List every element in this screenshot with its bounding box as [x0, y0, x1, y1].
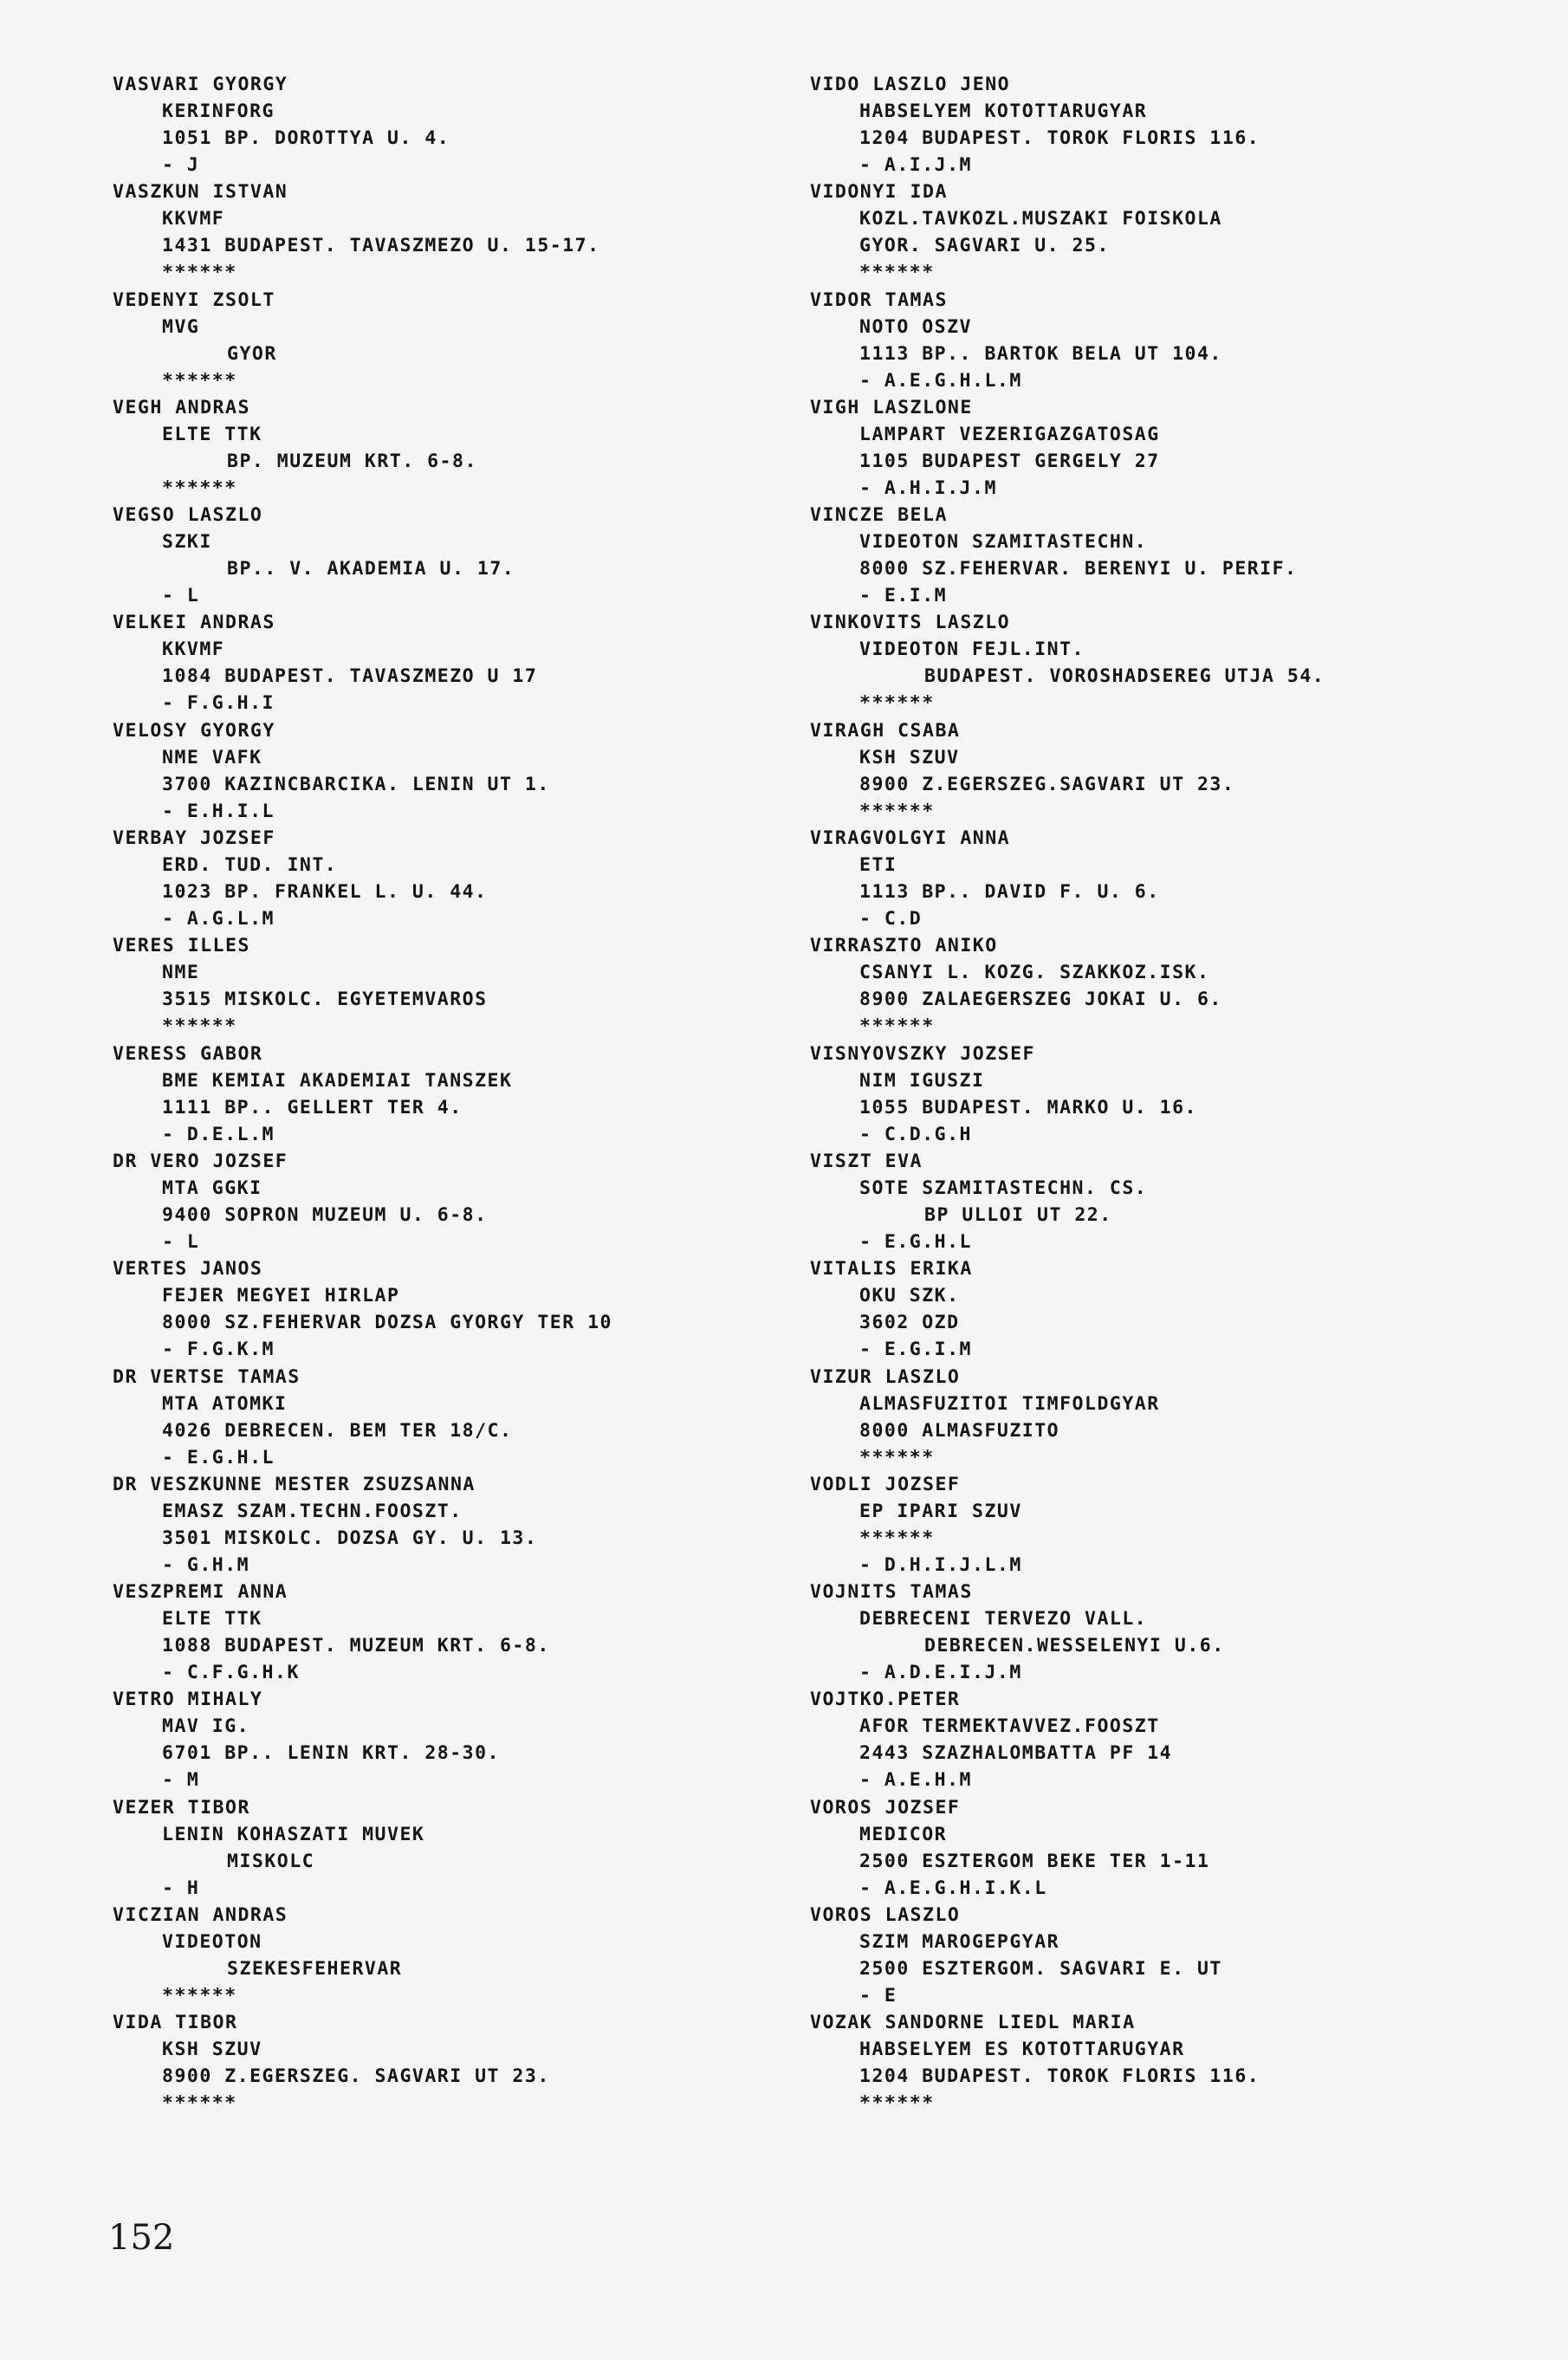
entry-detail-line: 8000 SZ.FEHERVAR DOZSA GYORGY TER 10 — [162, 1312, 612, 1334]
entry-detail-line: OKU SZK. — [859, 1285, 960, 1307]
directory-entry — [810, 609, 1325, 716]
entry-detail-line: 1204 BUDAPEST. TOROK FLORIS 116. — [859, 127, 1260, 149]
directory-entry — [113, 1794, 612, 1902]
entry-detail-line: BP. MUZEUM KRT. 6-8. — [227, 450, 477, 472]
entry-detail-line: ALMASFUZITOI TIMFOLDGYAR — [859, 1392, 1160, 1415]
entry-detail-line: NME — [162, 962, 200, 984]
directory-entry — [810, 1579, 1325, 1686]
entry-name: VIZUR LASZLO — [810, 1365, 961, 1388]
entry-detail-line: - A.H.I.J.M — [859, 477, 997, 499]
entry-detail-line: 1113 BP.. BARTOK BELA UT 104. — [859, 342, 1222, 365]
entry-detail-line: ****** — [162, 369, 237, 392]
directory-entry — [810, 394, 1325, 502]
entry-detail-line: ERD. TUD. INT. — [162, 854, 338, 877]
entry-detail-line: ****** — [859, 2092, 935, 2115]
entry-name: VIDO LASZLO JENO — [810, 74, 1011, 95]
entry-detail-line: SZKI — [162, 531, 212, 554]
directory-entry — [113, 1579, 612, 1686]
entry-name: VIDA TIBOR — [113, 2012, 238, 2034]
entry-detail-line: NOTO OSZV — [859, 315, 972, 338]
entry-detail-line: HABSELYEM KOTOTTARUGYAR — [859, 100, 1148, 122]
entry-detail-line: 8000 ALMASFUZITO — [859, 1419, 1060, 1442]
directory-entry — [810, 1686, 1325, 1793]
entry-detail-line: CSANYI L. KOZG. SZAKKOZ.ISK. — [859, 962, 1210, 984]
entry-detail-line: - C.D — [859, 908, 923, 930]
entry-detail-line: KKVMF — [162, 639, 225, 661]
entry-detail-line: ETI — [859, 854, 897, 877]
entry-detail-line: - A.G.L.M — [162, 908, 275, 930]
entry-name: VOROS JOZSEF — [810, 1796, 961, 1819]
entry-detail-line: 9400 SOPRON MUZEUM U. 6-8. — [162, 1203, 488, 1226]
entry-detail-line: BP ULLOI UT 22. — [924, 1203, 1112, 1226]
entry-detail-line: - E.I.M — [859, 585, 948, 607]
entry-detail-line: LENIN KOHASZATI MUVEK — [162, 1823, 425, 1845]
entry-detail-line: 8900 Z.EGERSZEG.SAGVARI UT 23. — [859, 773, 1235, 795]
entry-detail-line: MAV IG. — [162, 1715, 250, 1738]
entry-detail-line: - C.F.G.H.K — [162, 1662, 300, 1684]
entry-detail-line: - M — [162, 1769, 200, 1792]
directory-entry — [810, 1902, 1325, 2009]
entry-detail-line: - H — [162, 1877, 200, 1899]
directory-entry — [810, 287, 1325, 394]
entry-detail-line: 8900 ZALAEGERSZEG JOKAI U. 6. — [859, 989, 1222, 1011]
entry-detail-line: 6701 BP.. LENIN KRT. 28-30. — [162, 1742, 500, 1765]
entry-detail-line: VIDEOTON FEJL.INT. — [859, 639, 1085, 661]
entry-name: VEZER TIBOR — [113, 1796, 250, 1819]
entry-detail-line: ****** — [859, 262, 935, 284]
entry-detail-line: - G.H.M — [162, 1553, 250, 1576]
entry-detail-line: - E.G.I.M — [859, 1339, 972, 1361]
entry-detail-line: 3501 MISKOLC. DOZSA GY. U. 13. — [162, 1527, 538, 1549]
entry-name: VEDENYI ZSOLT — [113, 289, 275, 311]
entry-name: VIDOR TAMAS — [810, 289, 948, 311]
entry-detail-line: 3700 KAZINCBARCIKA. LENIN UT 1. — [162, 773, 550, 795]
entry-name: VOJNITS TAMAS — [810, 1581, 973, 1604]
directory-entry — [113, 1686, 612, 1793]
directory-entry — [113, 287, 612, 394]
entry-detail-line: 1113 BP.. DAVID F. U. 6. — [859, 881, 1160, 904]
entry-detail-line: ELTE TTK — [162, 1608, 262, 1631]
entry-name: VETRO MIHALY — [113, 1689, 263, 1711]
entry-detail-line: ****** — [162, 262, 237, 284]
page-number: 152 — [108, 2218, 175, 2258]
directory-entry — [810, 71, 1325, 178]
entry-detail-line: SZEKESFEHERVAR — [227, 1958, 403, 1981]
entry-detail-line: 1105 BUDAPEST GERGELY 27 — [859, 450, 1160, 472]
entry-detail-line: 1051 BP. DOROTTYA U. 4. — [162, 127, 450, 149]
entry-detail-line: - D.H.I.J.L.M — [859, 1553, 1022, 1576]
entry-name: VASZKUN ISTVAN — [113, 181, 288, 204]
entry-detail-line: VIDEOTON SZAMITASTECHN. — [859, 531, 1148, 554]
entry-name: VESZPREMI ANNA — [113, 1581, 288, 1604]
entry-detail-line: BME KEMIAI AKADEMIAI TANSZEK — [162, 1069, 513, 1092]
entry-detail-line: 1088 BUDAPEST. MUZEUM KRT. 6-8. — [162, 1635, 550, 1657]
entry-detail-line: - L — [162, 1230, 200, 1253]
entry-detail-line: 4026 DEBRECEN. BEM TER 18/C. — [162, 1419, 513, 1442]
entry-detail-line: NIM IGUSZI — [859, 1069, 985, 1092]
entry-detail-line: 1055 BUDAPEST. MARKO U. 16. — [859, 1096, 1197, 1118]
entry-detail-line: - C.D.G.H — [859, 1123, 972, 1145]
entry-detail-line: ****** — [859, 692, 935, 715]
directory-entry — [810, 1364, 1325, 1471]
entry-name: DR VERO JOZSEF — [113, 1150, 288, 1172]
entry-detail-line: ****** — [162, 1015, 237, 1038]
directory-entry — [113, 1041, 612, 1148]
entry-detail-line: MEDICOR — [859, 1823, 948, 1845]
entry-detail-line: - F.G.H.I — [162, 692, 275, 715]
entry-detail-line: KOZL.TAVKOZL.MUSZAKI FOISKOLA — [859, 208, 1222, 230]
entry-detail-line: - A.E.G.H.I.K.L — [859, 1877, 1047, 1899]
entry-name: VEGH ANDRAS — [113, 396, 250, 418]
entry-detail-line: - A.E.H.M — [859, 1769, 972, 1792]
entry-detail-line: - E.G.H.L — [859, 1230, 972, 1253]
entry-name: VERES ILLES — [113, 935, 250, 957]
entry-name: DR VESZKUNNE MESTER ZSUZSANNA — [113, 1473, 476, 1495]
directory-entry — [113, 2009, 612, 2117]
right-column — [810, 71, 1325, 2117]
entry-name: VOZAK SANDORNE LIEDL MARIA — [810, 2012, 1136, 2034]
entry-detail-line: MISKOLC — [227, 1850, 315, 1872]
entry-detail-line: KSH SZUV — [162, 2039, 262, 2061]
entry-detail-line: ****** — [859, 1446, 935, 1469]
entry-detail-line: SOTE SZAMITASTECHN. CS. — [859, 1177, 1148, 1199]
entry-detail-line: 8000 SZ.FEHERVAR. BERENYI U. PERIF. — [859, 558, 1298, 580]
entry-detail-line: 1111 BP.. GELLERT TER 4. — [162, 1096, 463, 1118]
directory-entry — [113, 1255, 612, 1363]
directory-entry — [810, 2009, 1325, 2117]
entry-detail-line: - E — [859, 1985, 897, 2007]
directory-entry — [113, 1148, 612, 1255]
entry-name: VODLI JOZSEF — [810, 1473, 961, 1495]
directory-entry — [810, 1471, 1325, 1579]
entry-detail-line: LAMPART VEZERIGAZGATOSAG — [859, 423, 1160, 445]
entry-detail-line: SZIM MAROGEPGYAR — [859, 1931, 1060, 1954]
entry-detail-line: 1431 BUDAPEST. TAVASZMEZO U. 15-17. — [162, 235, 600, 257]
entry-detail-line: - E.G.H.L — [162, 1446, 275, 1469]
directory-entry — [810, 502, 1325, 609]
entry-detail-line: EP IPARI SZUV — [859, 1500, 1022, 1522]
entry-name: VINKOVITS LASZLO — [810, 612, 1011, 634]
directory-entry — [113, 502, 612, 609]
directory-entry — [810, 1794, 1325, 1902]
directory-entry — [113, 178, 612, 286]
entry-detail-line: MTA ATOMKI — [162, 1392, 288, 1415]
directory-entry — [113, 71, 612, 178]
entry-detail-line: VIDEOTON — [162, 1931, 262, 1954]
directory-entry — [113, 1902, 612, 2009]
entry-detail-line: 2500 ESZTERGOM. SAGVARI E. UT — [859, 1958, 1222, 1981]
entry-detail-line: ****** — [162, 1985, 237, 2007]
entry-name: VIRRASZTO ANIKO — [810, 935, 998, 957]
directory-entry — [113, 609, 612, 716]
entry-detail-line: BP.. V. AKADEMIA U. 17. — [227, 558, 515, 580]
entry-detail-line: NME VAFK — [162, 746, 262, 768]
entry-detail-line: 3602 OZD — [859, 1312, 960, 1334]
entry-name: VERBAY JOZSEF — [113, 827, 275, 850]
directory-entry — [810, 932, 1325, 1040]
entry-detail-line: KSH SZUV — [859, 746, 960, 768]
entry-name: VIRAGH CSABA — [810, 719, 961, 742]
directory-entry — [810, 717, 1325, 825]
entry-detail-line: - L — [162, 585, 200, 607]
entry-name: VERTES JANOS — [113, 1258, 263, 1280]
directory-entry — [113, 717, 612, 825]
entry-detail-line: 1084 BUDAPEST. TAVASZMEZO U 17 — [162, 665, 538, 688]
entry-detail-line: AFOR TERMEKTAVVEZ.FOOSZT — [859, 1715, 1160, 1738]
entry-detail-line: MVG — [162, 315, 200, 338]
directory-entry — [810, 1148, 1325, 1255]
entry-name: VEGSO LASZLO — [113, 504, 263, 527]
entry-name: VASVARI GYORGY — [113, 74, 288, 95]
entry-name: VOROS LASZLO — [810, 1904, 961, 1927]
entry-detail-line: EMASZ SZAM.TECHN.FOOSZT. — [162, 1500, 463, 1522]
directory-entry — [810, 825, 1325, 932]
entry-detail-line: KKVMF — [162, 208, 225, 230]
entry-detail-line: ****** — [162, 477, 237, 499]
entry-name: VIDONYI IDA — [810, 181, 948, 204]
entry-name: VITALIS ERIKA — [810, 1258, 973, 1280]
directory-entry — [113, 825, 612, 932]
entry-detail-line: MTA GGKI — [162, 1177, 262, 1199]
entry-detail-line: BUDAPEST. VOROSHADSEREG UTJA 54. — [924, 665, 1325, 688]
entry-detail-line: ELTE TTK — [162, 423, 262, 445]
entry-detail-line: 3515 MISKOLC. EGYETEMVAROS — [162, 989, 488, 1011]
entry-detail-line: - J — [162, 154, 200, 176]
entry-detail-line: DEBRECEN.WESSELENYI U.6. — [924, 1635, 1225, 1657]
entry-detail-line: - F.G.K.M — [162, 1339, 275, 1361]
directory-entry — [810, 178, 1325, 286]
entry-detail-line: FEJER MEGYEI HIRLAP — [162, 1285, 400, 1307]
entry-name: VISZT EVA — [810, 1150, 923, 1172]
entry-detail-line: ****** — [162, 2092, 237, 2115]
entry-detail-line: 1204 BUDAPEST. TOROK FLORIS 116. — [859, 2065, 1260, 2088]
entry-detail-line: ****** — [859, 1527, 935, 1549]
directory-entry — [810, 1041, 1325, 1148]
entry-detail-line: DEBRECENI TERVEZO VALL. — [859, 1608, 1148, 1631]
left-column — [113, 71, 612, 2117]
directory-entry — [113, 1471, 612, 1579]
directory-entry — [113, 1364, 612, 1471]
entry-name: VISNYOVSZKY JOZSEF — [810, 1042, 1035, 1065]
entry-detail-line: - A.D.E.I.J.M — [859, 1662, 1022, 1684]
directory-entry — [113, 394, 612, 502]
entry-name: VERESS GABOR — [113, 1042, 263, 1065]
entry-detail-line: - A.E.G.H.L.M — [859, 369, 1022, 392]
entry-name: VELOSY GYORGY — [113, 719, 275, 742]
entry-name: DR VERTSE TAMAS — [113, 1365, 301, 1388]
entry-detail-line: HABSELYEM ES KOTOTTARUGYAR — [859, 2039, 1185, 2061]
entry-detail-line: - A.I.J.M — [859, 154, 972, 176]
entry-detail-line: GYOR. SAGVARI U. 25. — [859, 235, 1110, 257]
entry-detail-line: - E.H.I.L — [162, 800, 275, 822]
entry-name: VOJTKO.PETER — [810, 1689, 961, 1711]
entry-name: VIRAGVOLGYI ANNA — [810, 827, 1011, 850]
entry-detail-line: ****** — [859, 800, 935, 822]
entry-detail-line: 8900 Z.EGERSZEG. SAGVARI UT 23. — [162, 2065, 550, 2088]
directory-entry — [113, 932, 612, 1040]
entry-detail-line: GYOR — [227, 342, 277, 365]
entry-detail-line: 2500 ESZTERGOM BEKE TER 1-11 — [859, 1850, 1210, 1872]
entry-detail-line: - D.E.L.M — [162, 1123, 275, 1145]
entry-name: VINCZE BELA — [810, 504, 948, 527]
entry-name: VELKEI ANDRAS — [113, 612, 275, 634]
entry-name: VIGH LASZLONE — [810, 396, 973, 418]
entry-name: VICZIAN ANDRAS — [113, 1904, 288, 1927]
entry-detail-line: ****** — [859, 1015, 935, 1038]
entry-detail-line: KERINFORG — [162, 100, 275, 122]
directory-entry — [810, 1255, 1325, 1363]
entry-detail-line: 1023 BP. FRANKEL L. U. 44. — [162, 881, 488, 904]
entry-detail-line: 2443 SZAZHALOMBATTA PF 14 — [859, 1742, 1173, 1765]
